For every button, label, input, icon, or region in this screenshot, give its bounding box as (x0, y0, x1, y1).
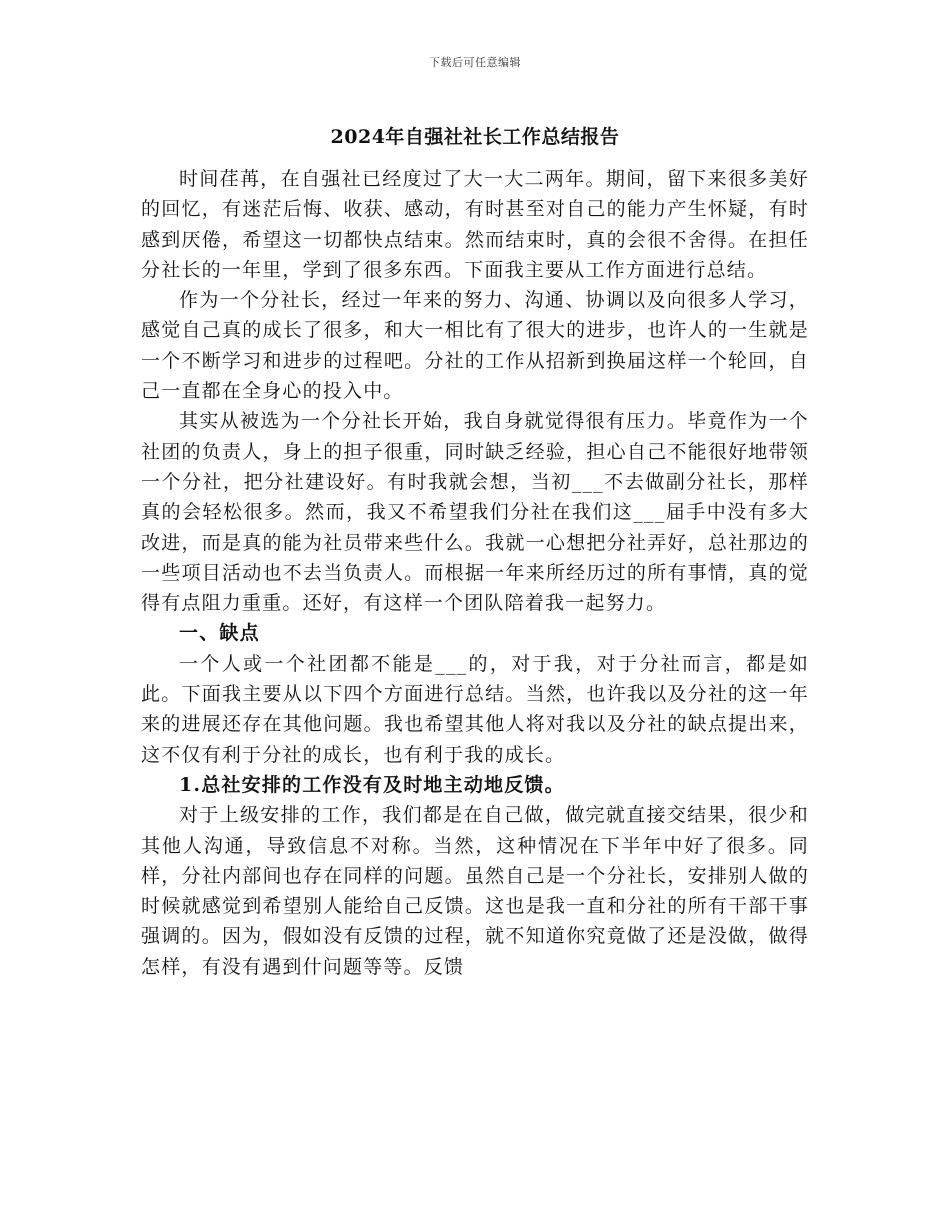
section-heading-shortcomings: 一、缺点 (179, 622, 260, 645)
header-note: 下载后可任意编辑 (429, 56, 521, 69)
paragraph-feedback: 对于上级安排的工作，我们都是在自己做，做完就直接交结果，很少和其他人沟通，导致信息不对称。当然，这种情况在下半年中好了很多。同样，分社内部间也存在同样的问题。虽然自己是一个分社长，安排别人做的时候就感觉到希望别人能给自己反馈。这也是我一直和分社的所有干部干事强调的。因为，假如没有反馈的过程，就不知道你究竟做了还是没做，做得怎样，有没有遇到什问题等等。反馈 (141, 804, 809, 978)
paragraph-shortcomings-intro: 一个人或一个社团都不能是___的，对于我，对于分社而言，都是如此。下面我主要从以下四个方面进行总结。当然，也许我以及分社的这一年来的进展还存在其他问题。我也希望其他人将对我以及分社的缺点提出来，这不仅有利于分社的成长，也有利于我的成长。 (141, 652, 809, 766)
paragraph-pressure: 其实从被选为一个分社长开始，我自身就觉得很有压力。毕竟作为一个社团的负责人，身上的担子很重，同时缺乏经验，担心自己不能很好地带领一个分社，把分社建设好。有时我就会想，当初___不去做副分社长，那样真的会轻松很多。然而，我又不希望我们分社在我们这___届手中没有多大改进，而是真的能为社员带来些什么。我就一心想把分社弄好，总社那边的一些项目活动也不去当负责人。而根据一年来所经历过的所有事情，真的觉得有点阻力重重。还好，有这样一个团队陪着我一起努力。 (141, 410, 809, 615)
document-body (141, 164, 809, 982)
subheading-feedback: 1.总社安排的工作没有及时地主动地反馈。 (179, 773, 565, 796)
paragraph-intro: 时间荏苒，在自强社已经度过了大一大二两年。期间，留下来很多美好的回忆，有迷茫后悔、收获、感动，有时甚至对自己的能力产生怀疑，有时感到厌倦，希望这一切都快点结束。然而结束时，真的会很不舍得。在担任分社长的一年里，学到了很多东西。下面我主要从工作方面进行总结。 (141, 168, 809, 281)
paragraph-growth: 作为一个分社长，经过一年来的努力、沟通、协调以及向很多人学习，感觉自己真的成长了很多，和大一相比有了很大的进步，也许人的一生就是一个不断学习和进步的过程吧。分社的工作从招新到换届这样一个轮回，自己一直都在全身心的投入中。 (141, 289, 809, 403)
page-title: 2024年自强社社长工作总结报告 (330, 126, 620, 148)
